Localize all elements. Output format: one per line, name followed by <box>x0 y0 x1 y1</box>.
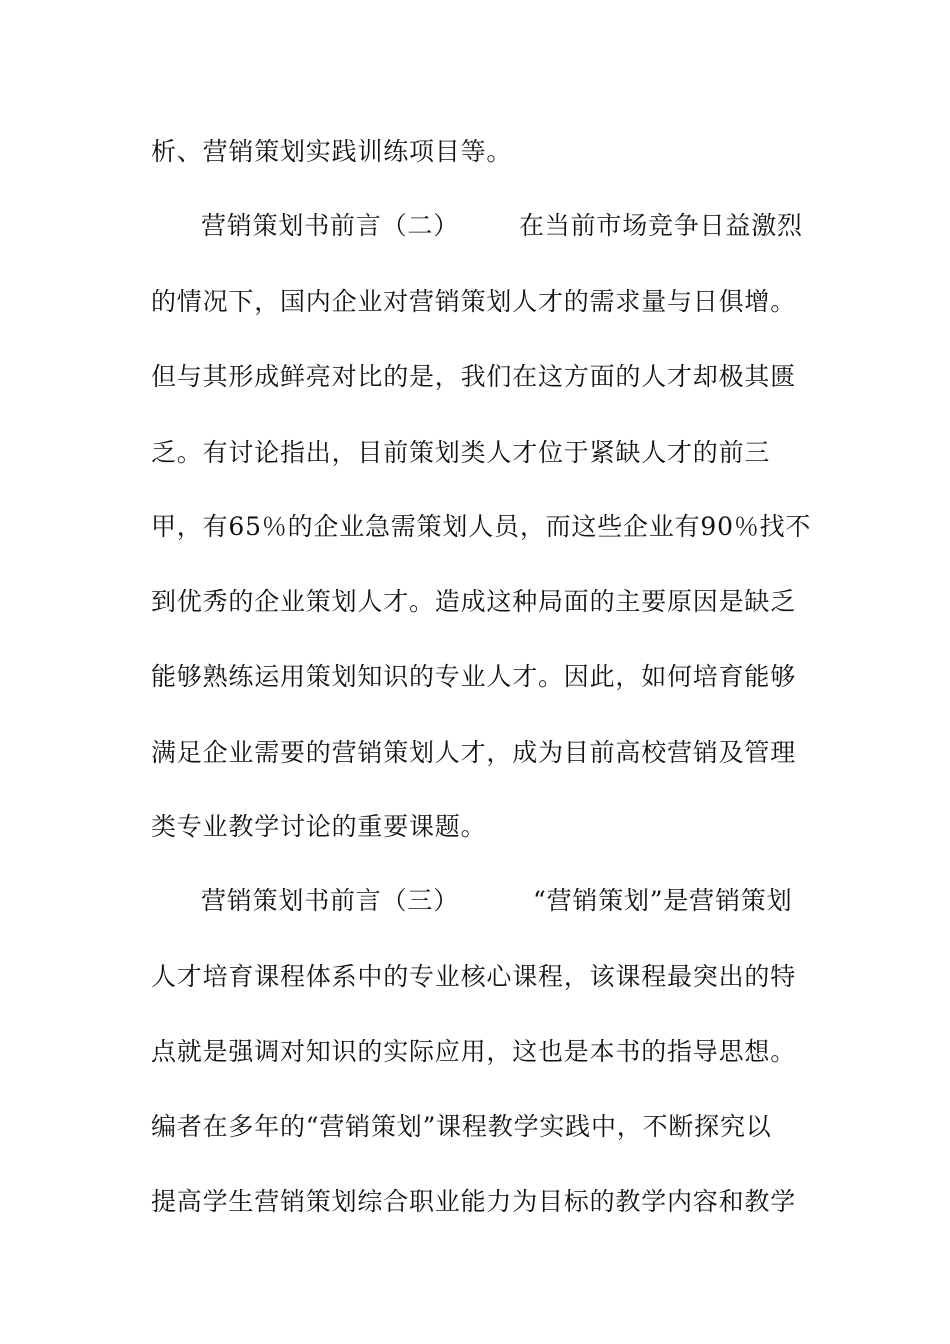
text-line: 但与其形成鲜亮对比的是，我们在这方面的人才却极其匮 <box>151 362 797 391</box>
text-line: 析、营销策划实践训练项目等。 <box>151 137 513 166</box>
paragraph-heading-line <box>201 884 792 918</box>
text-line: 点就是强调对知识的实际应用，这也是本书的指导思想。 <box>151 1037 797 1066</box>
text-fragment: 在当前市场竞争日益激烈 <box>519 211 803 240</box>
section-heading: 营销策划书前言（二） <box>201 211 460 240</box>
text-line: 甲，有65％的企业急需策划人员，而这些企业有90％找不 <box>151 512 812 541</box>
text-line: 满足企业需要的营销策划人才，成为目前高校营销及管理 <box>151 738 797 767</box>
text-line: 类专业教学讨论的重要课题。 <box>151 812 487 841</box>
text-line: 到优秀的企业策划人才。造成这种局面的主要原因是缺乏 <box>151 587 797 616</box>
text-fragment: “营销策划”是营销策划 <box>533 886 793 915</box>
section-heading: 营销策划书前言（三） <box>201 886 460 915</box>
text-line: 提高学生营销策划综合职业能力为目标的教学内容和教学 <box>151 1187 797 1216</box>
paragraph-heading-line <box>201 209 803 243</box>
text-line: 的情况下，国内企业对营销策划人才的需求量与日俱增。 <box>151 287 797 316</box>
text-line: 人才培育课程体系中的专业核心课程，该课程最突出的特 <box>151 962 797 991</box>
text-line: 能够熟练运用策划知识的专业人才。因此，如何培育能够 <box>151 662 797 691</box>
text-line: 编者在多年的“营销策划”课程教学实践中，不断探究以 <box>151 1112 772 1141</box>
text-line: 乏。有讨论指出，目前策划类人才位于紧缺人才的前三 <box>151 438 771 467</box>
